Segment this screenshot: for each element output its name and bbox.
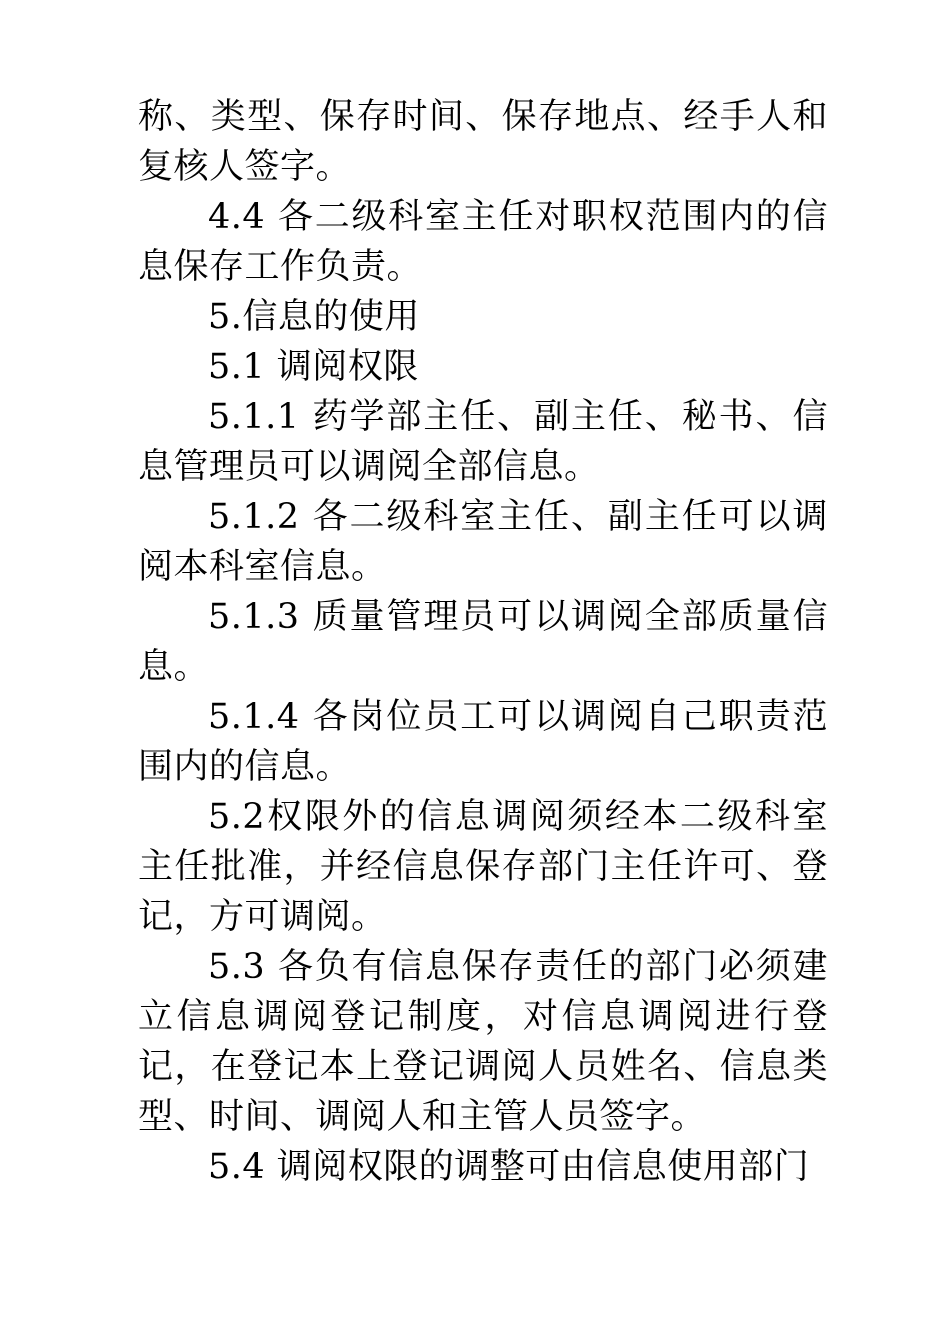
paragraph-5-2: 5.2权限外的信息调阅须经本二级科室主任批准，并经信息保存部门主任许可、登记，方可调阅。 bbox=[138, 797, 828, 937]
paragraph-5-1-4: 5.1.4 各岗位员工可以调阅自己职责范围内的信息。 bbox=[138, 697, 828, 787]
paragraph-5-1-1: 5.1.1 药学部主任、副主任、秘书、信息管理员可以调阅全部信息。 bbox=[138, 397, 828, 487]
paragraph-continuation: 称、类型、保存时间、保存地点、经手人和复核人签字。 bbox=[138, 97, 828, 187]
paragraph-5-3: 5.3 各负有信息保存责任的部门必须建立信息调阅登记制度，对信息调阅进行登记，在登记本上登记调阅人员姓名、信息类型、时间、调阅人和主管人员签字。 bbox=[138, 947, 828, 1137]
section-heading-5: 5.信息的使用 bbox=[208, 297, 420, 337]
document-body bbox=[138, 92, 828, 1192]
section-heading-5-1: 5.1 调阅权限 bbox=[208, 347, 419, 387]
paragraph-4-4: 4.4 各二级科室主任对职权范围内的信息保存工作负责。 bbox=[138, 197, 828, 287]
paragraph-5-4: 5.4 调阅权限的调整可由信息使用部门 bbox=[208, 1147, 810, 1187]
paragraph-5-1-3: 5.1.3 质量管理员可以调阅全部质量信息。 bbox=[138, 597, 828, 687]
paragraph-5-1-2: 5.1.2 各二级科室主任、副主任可以调阅本科室信息。 bbox=[138, 497, 828, 587]
